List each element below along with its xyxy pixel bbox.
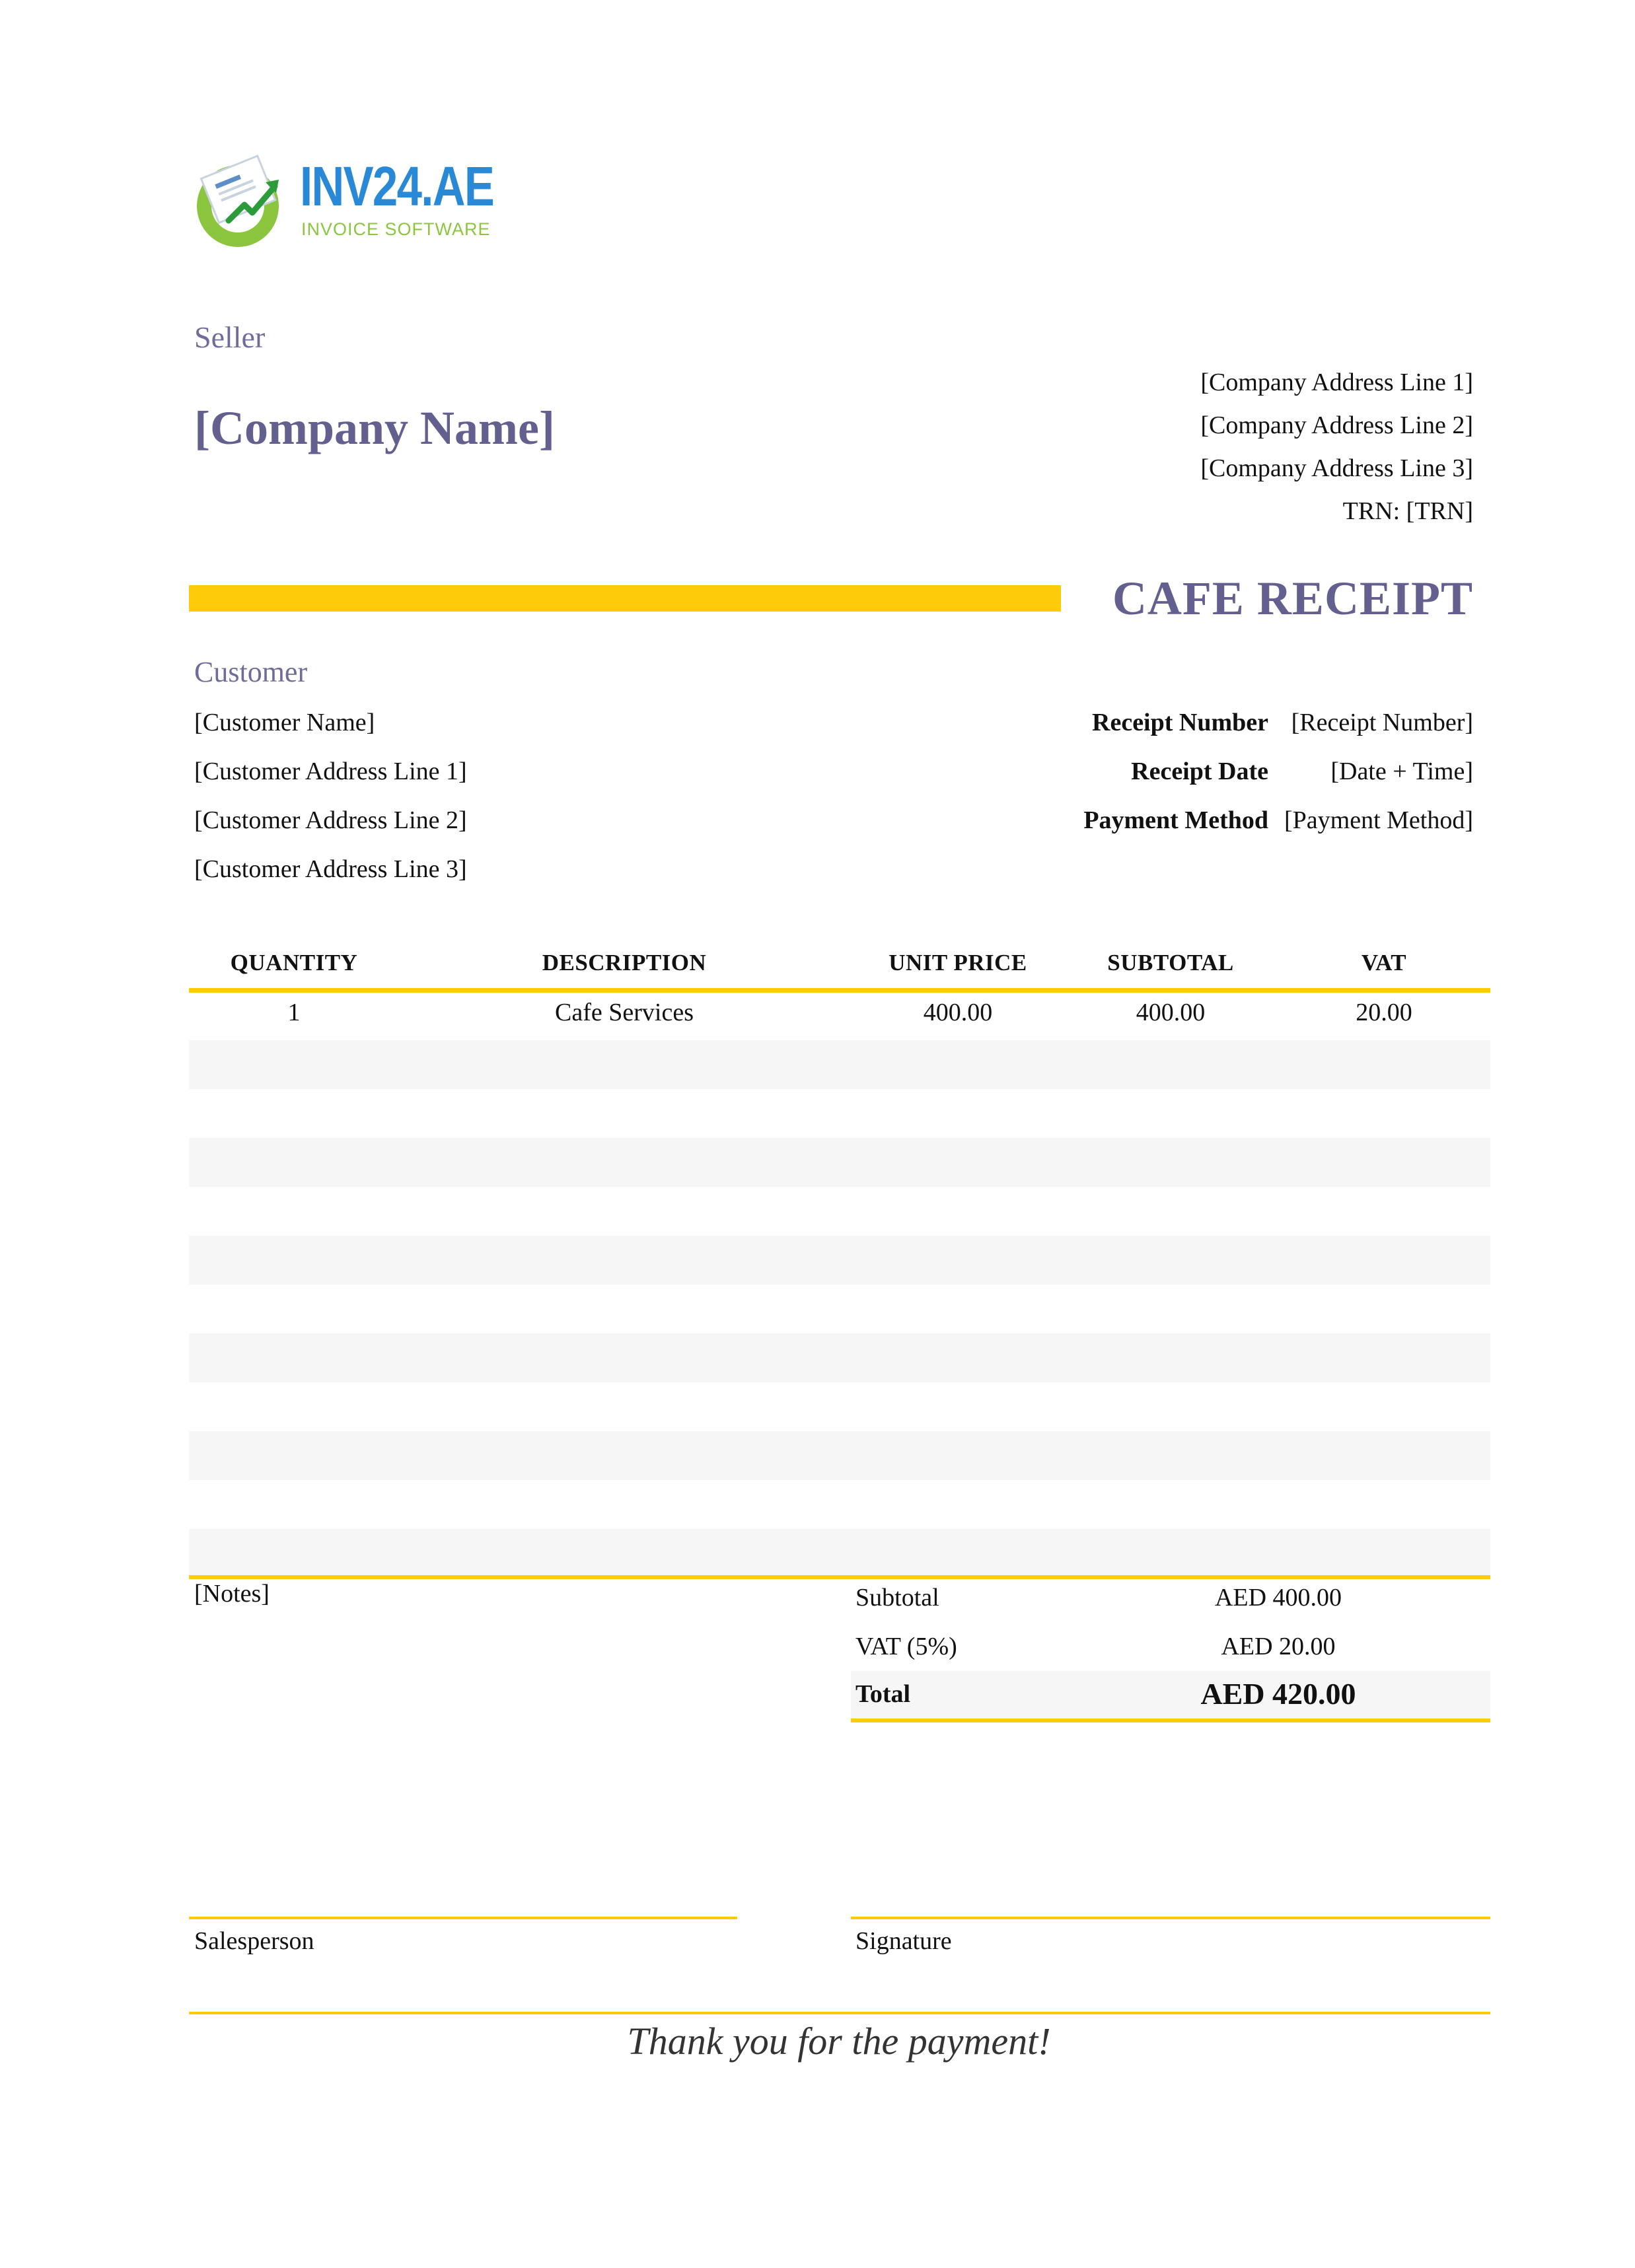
salesperson-line	[189, 1917, 737, 1919]
table-row	[189, 1138, 1490, 1187]
notes: [Notes]	[194, 1580, 270, 1608]
receipt-date-value: [Date + Time]	[1330, 758, 1473, 785]
footer-rule	[189, 2012, 1490, 2014]
total-label: Total	[855, 1680, 911, 1708]
payment-method-label: Payment Method	[1083, 806, 1268, 834]
row-1-subtotal: 400.00	[1136, 999, 1206, 1026]
row-1-vat: 20.00	[1356, 999, 1412, 1026]
row-1-description: Cafe Services	[555, 999, 694, 1026]
th-vat: VAT	[1361, 950, 1407, 975]
payment-method-value: [Payment Method]	[1284, 806, 1473, 834]
table-header-rule	[189, 988, 1490, 993]
signature-line	[851, 1917, 1490, 1919]
th-unit-price: UNIT PRICE	[889, 950, 1027, 975]
table-row	[189, 1333, 1490, 1382]
logo-emblem-icon	[190, 152, 289, 251]
receipt-date-label: Receipt Date	[1131, 758, 1268, 785]
row-1-quantity: 1	[287, 999, 301, 1026]
customer-address-line-3: [Customer Address Line 3]	[194, 855, 467, 883]
customer-address-line-2: [Customer Address Line 2]	[194, 806, 467, 834]
thank-you-message: Thank you for the payment!	[627, 2020, 1051, 2063]
customer-label: Customer	[194, 656, 308, 688]
signature-label: Signature	[855, 1927, 952, 1955]
th-quantity: QUANTITY	[230, 950, 358, 975]
row-1-unit-price: 400.00	[923, 999, 993, 1026]
table-row	[189, 1236, 1490, 1285]
table-bottom-rule	[189, 1575, 1490, 1579]
table-row	[189, 1431, 1490, 1480]
table-row	[189, 1529, 1490, 1578]
company-name: [Company Name]	[194, 402, 555, 454]
total-row-band	[851, 1671, 1490, 1719]
logo-brand-text: INV24.AE	[300, 155, 494, 217]
th-subtotal: SUBTOTAL	[1107, 950, 1234, 975]
customer-name: [Customer Name]	[194, 709, 375, 736]
total-underline	[851, 1719, 1490, 1722]
company-address-line-1: [Company Address Line 1]	[1200, 369, 1473, 396]
company-address-line-2: [Company Address Line 2]	[1200, 411, 1473, 439]
title-accent-bar	[189, 585, 1061, 612]
subtotal-label: Subtotal	[855, 1584, 939, 1612]
company-trn: TRN: [TRN]	[1342, 497, 1473, 525]
subtotal-value: AED 400.00	[1214, 1584, 1342, 1612]
company-address-line-3: [Company Address Line 3]	[1200, 454, 1473, 482]
customer-address-line-1: [Customer Address Line 1]	[194, 758, 467, 785]
seller-label: Seller	[194, 320, 266, 354]
document-title: CAFE RECEIPT	[1112, 572, 1473, 625]
vat-value: AED 20.00	[1221, 1633, 1336, 1660]
table-row	[189, 1040, 1490, 1089]
salesperson-label: Salesperson	[194, 1927, 314, 1955]
receipt-number-label: Receipt Number	[1092, 709, 1268, 736]
vat-label: VAT (5%)	[855, 1633, 957, 1660]
th-description: DESCRIPTION	[542, 950, 707, 975]
receipt-number-value: [Receipt Number]	[1291, 709, 1473, 736]
total-value: AED 420.00	[1200, 1677, 1356, 1711]
company-logo	[190, 152, 494, 251]
logo-tagline: INVOICE SOFTWARE	[301, 219, 491, 239]
